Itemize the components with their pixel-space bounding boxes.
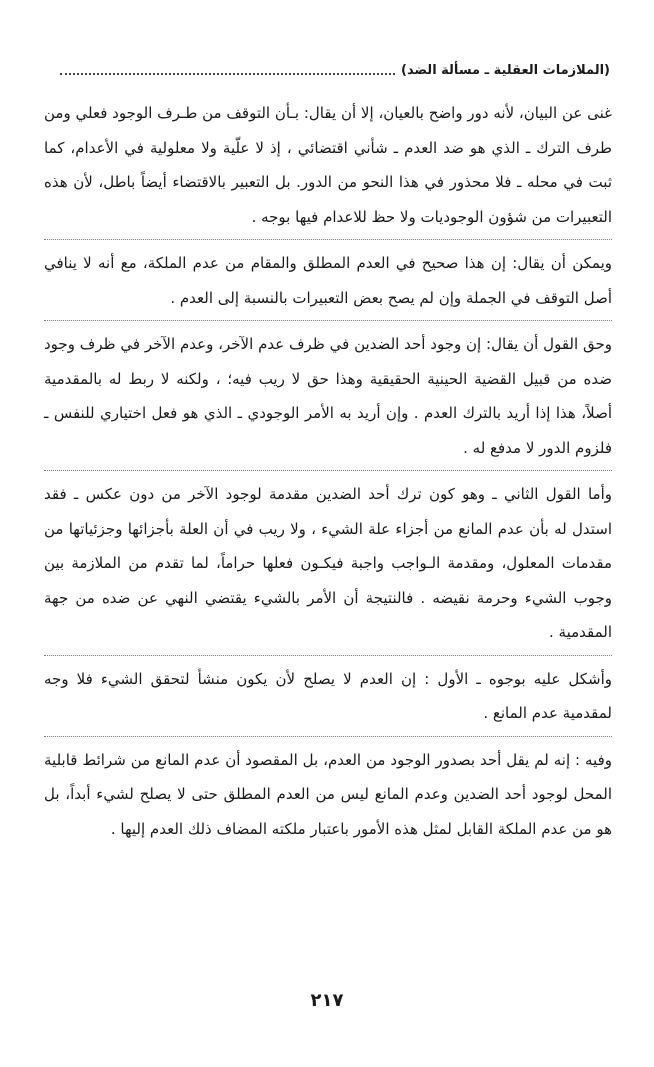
paragraph-divider — [44, 470, 612, 471]
running-title: (الملازمات العقلية ـ مسألة الضد) — [401, 62, 610, 78]
body-text — [44, 96, 612, 846]
paragraph-divider — [44, 736, 612, 737]
page-number: ٢١٧ — [310, 990, 344, 1011]
paragraph-1: غنى عن البيان، لأنه دور واضح بالعيان، إلا أن يقال: بـأن التوقف من طـرف الوجود فعلي ومن طرف الترك ـ الذي هو ضد العدم ـ شأني اقتضائي ، إذ لا علّية ولا معلولية في الأعدام، كما ثبت في محله ـ فلا محذور في هذا النحو من الدور. بل التعبير بالاقتضاء أيضاً باطل، لأن هذه التعبيرات من شؤون الوجوديات ولا حظ للاعدام فيها بوجه . — [44, 104, 612, 226]
paragraph-6: وفيه : إنه لم يقل أحد بصدور الوجود من العدم، بل المقصود أن عدم المانع من شرائط قابلية المحل لوجود أحد الضدين وعدم المانع ليس من العدم المطلق حتى لا يصلح لشيء أبداً، بل هو من عدم الملكة القابل لمثل هذه الأمور باعتبار ملكته المضاف ذلك العدم إليها . — [44, 750, 612, 838]
paragraph-2: ويمكن أن يقال: إن هذا صحيح في العدم المطلق والمقام من عدم الملكة، مع أنه لا ينافي أصل التوقف في الجملة وإن لم يصح بعض التعبيرات بالنسبة إلى العدم . — [44, 254, 612, 307]
paragraph-divider — [44, 655, 612, 656]
paragraph-5: وأشكل عليه بوجوه ـ الأول : إن العدم لا يصلح لأن يكون منشأ لتحقق الشيء فلا وجه لمقدمية عدم المانع . — [44, 669, 612, 722]
paragraph-divider — [44, 320, 612, 321]
paragraph-3: وحق القول أن يقال: إن وجود أحد الضدين في ظرف عدم الآخر، وعدم الآخر في ظرف وجود ضده من قبيل القضية الحينية الحقيقية وهذا حق لا ريب فيه؛ ، ولكنه لا ربط له بالمقدمية أصلاً، هذا إذا أريد بالترك العدم . وإن أريد به الأمر الوجودي ـ الذي هو فعل اختياري للنفس ـ فلزوم الدور لا مدفع له . — [44, 335, 612, 457]
running-header — [60, 58, 610, 82]
header-dotted-leader — [60, 73, 395, 75]
paragraph-divider — [44, 239, 612, 240]
paragraph-4: وأما القول الثاني ـ وهو كون ترك أحد الضدين مقدمة لوجود الآخر من دون عكس ـ فقد استدل له بأن عدم المانع من أجزاء علة الشيء ، ولا ريب في أن العلة بأجزائها وجزئياتها من مقدمات المعلول، ومقدمة الـواجب واجبة فيكـون فعلها حراماً، لما تقدم من الملازمة بين وجوب الشيء وحرمة نقيضه . فالنتيجة أن الأمر بالشيء يقتضي النهي عن ضده من جهة المقدمية . — [44, 485, 612, 641]
